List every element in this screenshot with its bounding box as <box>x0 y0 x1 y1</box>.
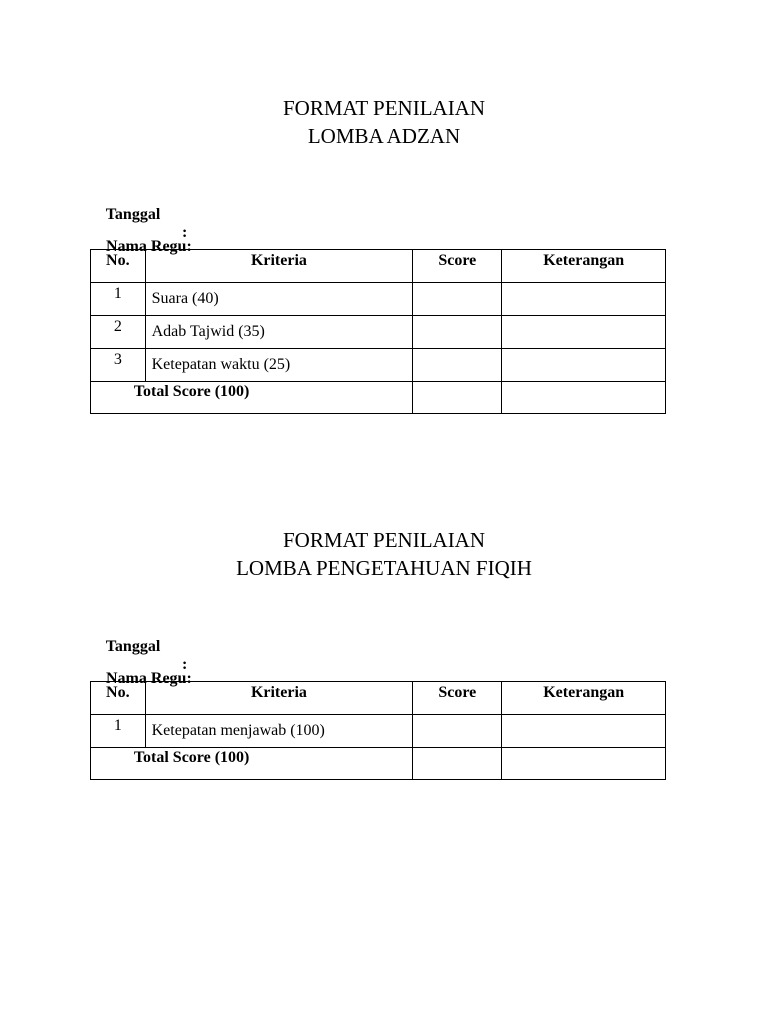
row-kriteria: Ketepatan waktu (25) <box>145 349 413 382</box>
header-no: No. <box>91 682 146 715</box>
total-keterangan-cell[interactable] <box>502 748 666 780</box>
row-score-cell[interactable] <box>413 283 502 316</box>
tanggal-colon: : <box>182 224 188 241</box>
header-score: Score <box>413 682 502 715</box>
row-keterangan-cell[interactable] <box>502 316 666 349</box>
nama-regu-label: Nama Regu: <box>106 670 192 687</box>
nama-regu-label: Nama Regu: <box>106 238 192 255</box>
title-line-1: FORMAT PENILAIAN <box>282 96 486 120</box>
row-score-cell[interactable] <box>413 316 502 349</box>
tanggal-colon: : <box>182 656 188 673</box>
score-table <box>90 249 666 414</box>
row-kriteria: Suara (40) <box>145 283 413 316</box>
score-table <box>90 681 666 780</box>
title-line-2: LOMBA ADZAN <box>307 124 461 148</box>
row-no: 3 <box>91 349 146 382</box>
row-kriteria: Ketepatan menjawab (100) <box>145 715 413 748</box>
total-label: Total Score (100) <box>91 748 413 780</box>
row-no: 1 <box>91 715 146 748</box>
table-row <box>91 283 666 316</box>
row-no: 1 <box>91 283 146 316</box>
row-keterangan-cell[interactable] <box>502 715 666 748</box>
title-line-1: FORMAT PENILAIAN <box>282 528 486 552</box>
header-kriteria: Kriteria <box>145 250 413 283</box>
row-score-cell[interactable] <box>413 349 502 382</box>
row-no: 2 <box>91 316 146 349</box>
form-title <box>0 526 768 582</box>
total-row <box>91 382 666 414</box>
row-keterangan-cell[interactable] <box>502 349 666 382</box>
total-label: Total Score (100) <box>91 382 413 414</box>
row-kriteria: Adab Tajwid (35) <box>145 316 413 349</box>
table-row <box>91 715 666 748</box>
total-score-cell[interactable] <box>413 382 502 414</box>
form-adzan <box>0 94 768 400</box>
tanggal-label: Tanggal <box>105 206 161 223</box>
header-no: No. <box>91 250 146 283</box>
header-keterangan: Keterangan <box>502 682 666 715</box>
form-fiqih <box>0 526 768 766</box>
header-keterangan: Keterangan <box>502 250 666 283</box>
form-title <box>0 94 768 150</box>
title-line-2: LOMBA PENGETAHUAN FIQIH <box>236 556 532 580</box>
table-row <box>91 316 666 349</box>
table-header-row <box>91 250 666 283</box>
table-row <box>91 349 666 382</box>
total-score-cell[interactable] <box>413 748 502 780</box>
tanggal-label: Tanggal <box>105 638 161 655</box>
header-score: Score <box>413 250 502 283</box>
header-kriteria: Kriteria <box>145 682 413 715</box>
table-header-row <box>91 682 666 715</box>
row-score-cell[interactable] <box>413 715 502 748</box>
total-keterangan-cell[interactable] <box>502 382 666 414</box>
total-row <box>91 748 666 780</box>
row-keterangan-cell[interactable] <box>502 283 666 316</box>
